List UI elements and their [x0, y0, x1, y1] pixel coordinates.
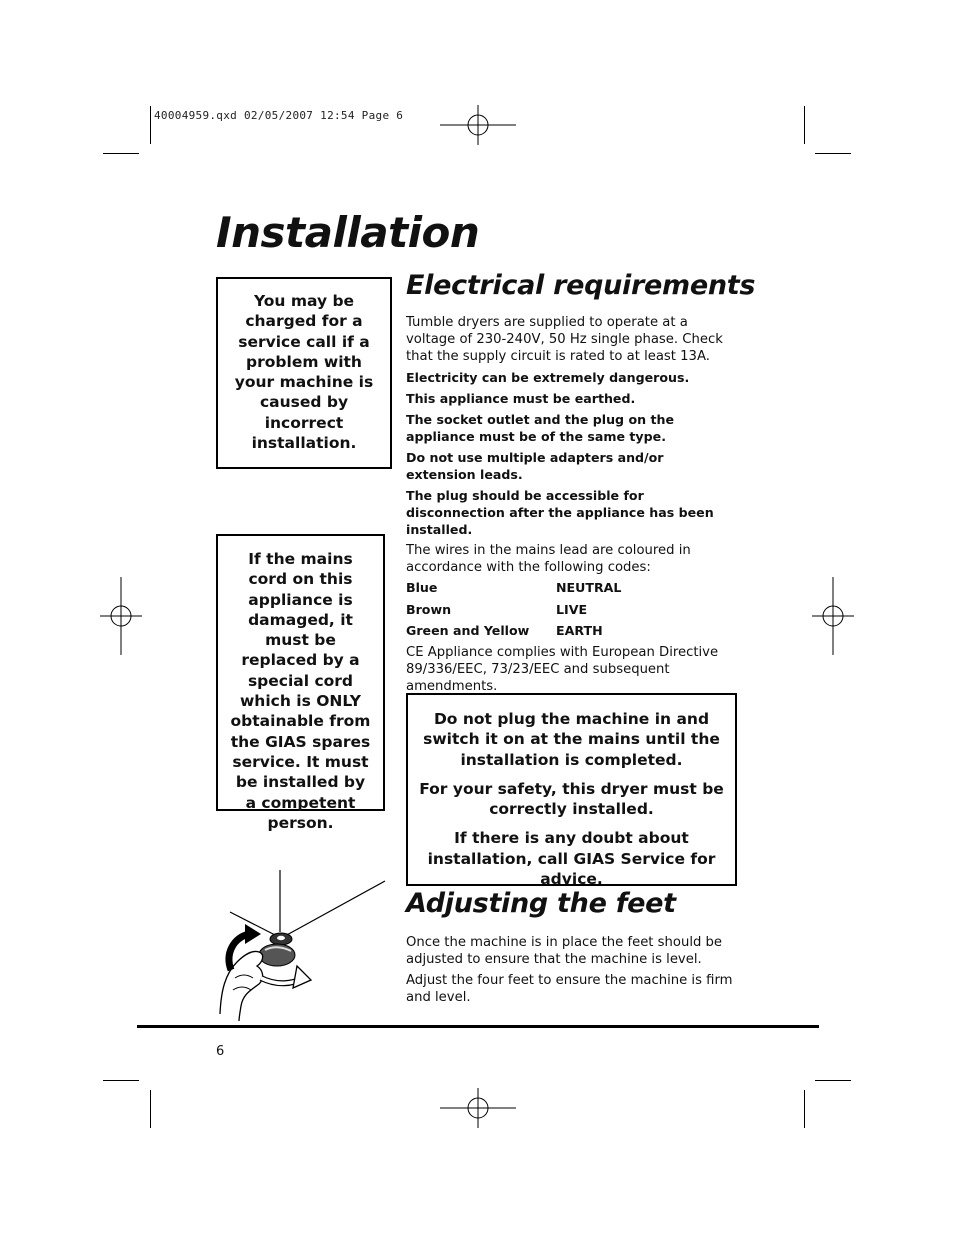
wire-code-row [406, 620, 736, 642]
warning-text: For your safety, this dryer must be correctly installed. [419, 779, 724, 819]
crop-mark [103, 1080, 139, 1081]
footer-rule [137, 1025, 819, 1028]
wire-code-table [406, 577, 736, 642]
crop-mark [804, 1090, 805, 1128]
warning-text: If there is any doubt about installation, call GIAS Service for advice. [427, 829, 716, 889]
registration-mark-icon [440, 1088, 516, 1128]
crop-mark [815, 153, 851, 154]
printer-slug: 40004959.qxd 02/05/2007 12:54 Page 6 [154, 109, 404, 122]
crop-mark [150, 106, 151, 144]
crop-mark [150, 1090, 151, 1128]
feet-paragraph: Adjust the four feet to ensure the machine is firm and level. [406, 973, 733, 1005]
page-number: 6 [216, 1044, 225, 1059]
warning-line: The plug should be accessible for disconnection after the appliance has been installed. [406, 488, 714, 537]
wire-meaning: EARTH [556, 623, 603, 639]
registration-mark-icon [100, 577, 142, 655]
page-title: Installation [216, 208, 480, 257]
adjusting-feet-body [406, 934, 741, 1010]
service-call-note [216, 277, 392, 469]
wire-color: Green and Yellow [406, 623, 530, 639]
mains-cord-note-text: If the mains cord on this appliance is damaged, it must be replaced by a special cord which is ONLY obtainable from the GIAS spares service. It must be installed by a competent person. [230, 550, 371, 832]
warning-text: Do not plug the machine in and switch it on at the mains until the installation is completed. [423, 710, 720, 769]
registration-mark-icon [812, 577, 854, 655]
crop-mark [103, 153, 139, 154]
supply-intro: Tumble dryers are supplied to operate at a voltage of 230-240V, 50 Hz single phase. Check that the supply circuit is rated to at least 13A. [406, 315, 723, 364]
feet-paragraph: Once the machine is in place the feet should be adjusted to ensure that the machine is level. [406, 935, 723, 967]
warning-line: Electricity can be extremely dangerous. [406, 370, 690, 385]
installation-warning-box [406, 693, 737, 889]
wire-meaning: NEUTRAL [556, 580, 622, 596]
warning-line: This appliance must be earthed. [406, 391, 636, 406]
wire-color: Blue [406, 580, 438, 596]
ce-compliance-note: CE Appliance complies with European Directive 89/336/EEC, 73/23/EEC and subsequent amendments. [406, 644, 719, 694]
adjusting-feet-heading: Adjusting the feet [406, 888, 676, 919]
electrical-requirements-body [406, 314, 736, 699]
wire-code-row [406, 577, 736, 599]
mains-cord-note [216, 534, 385, 832]
electrical-requirements-heading: Electrical requirements [406, 270, 756, 301]
crop-mark [804, 106, 805, 144]
warning-line: The socket outlet and the plug on the appliance must be of the same type. [406, 412, 674, 444]
registration-mark-icon [440, 105, 516, 145]
service-call-note-text: You may be charged for a service call if a problem with your machine is caused by incorrect installation. [234, 292, 374, 453]
wires-intro: The wires in the mains lead are coloured in accordance with the following codes: [406, 543, 691, 575]
wire-code-row [406, 599, 736, 621]
crop-mark [815, 1080, 851, 1081]
wire-meaning: LIVE [556, 601, 588, 617]
foot-adjust-illustration-icon [215, 866, 390, 1021]
wire-color: Brown [406, 601, 452, 617]
warning-line: Do not use multiple adapters and/or extension leads. [406, 450, 664, 482]
